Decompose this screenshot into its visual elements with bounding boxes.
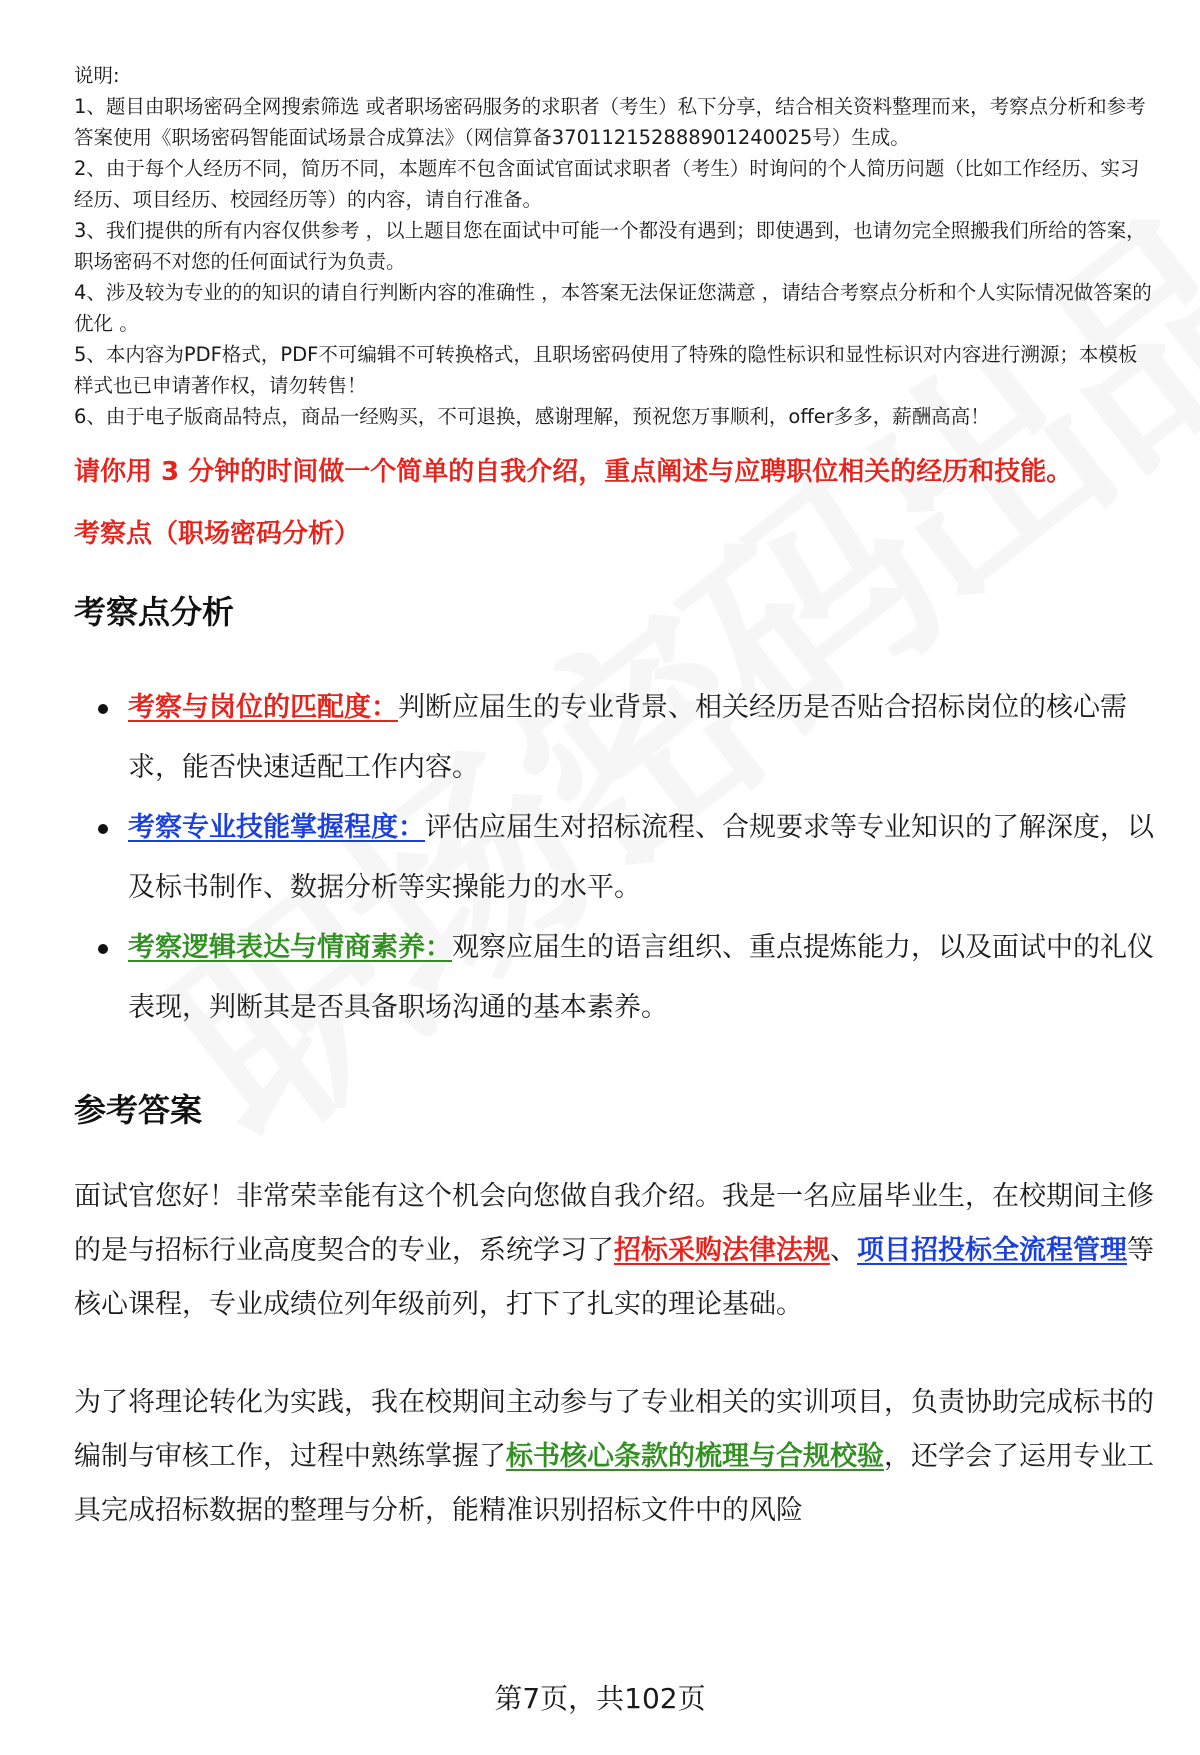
note-item: 5、本内容为PDF格式，PDF不可编辑不可转换格式，且职场密码使用了特殊的隐性标识和显性标识对内容进行溯源；本模板样式也已申请著作权，请勿转售！ [74,343,1138,397]
analysis-heading: 考察点分析 [74,593,235,631]
analysis-keyword: 考察逻辑表达与情商素养： [128,932,452,963]
analysis-text: 判断应届生的专业背景、相关经历是否贴合招标岗位的核心需求，能否快速适配工作内容。 [128,692,1127,783]
answer-paragraph [74,1376,1154,1538]
note-item: 4、涉及较为专业的的知识的请自行判断内容的准确性 ，本答案无法保证您满意 ，请结合考察点分析和个人实际情况做答案的优化 。 [74,281,1152,335]
answer-keyword: 标书核心条款的梳理与合规校验 [506,1441,884,1472]
answer-text: 为了将理论转化为实践，我在校期间主动参与了专业相关的实训项目，负责协助完成标书的编制与审核工作，过程中熟练掌握了 [74,1387,1154,1472]
notes-block [74,60,1154,432]
analysis-keyword: 考察专业技能掌握程度： [128,812,425,843]
answer-text: 、 [830,1235,857,1266]
interview-question: 请你用 3 分钟的时间做一个简单的自我介绍，重点阐述与应聘职位相关的经历和技能。 [74,457,1073,487]
analysis-bullet [74,918,1154,1038]
analysis-label: 考察点（职场密码分析） [74,519,361,549]
analysis-bullet [74,798,1154,918]
note-item: 2、由于每个人经历不同，简历不同，本题库不包含面试官面试求职者（考生）时询问的个人简历问题（比如工作经历、实习经历、项目经历、校园经历等）的内容，请自行准备。 [74,157,1140,211]
notes-title: 说明: [74,64,120,87]
answer-heading: 参考答案 [74,1091,203,1129]
document-body [74,60,1154,1538]
answer-paragraph [74,1170,1154,1332]
note-item: 6、由于电子版商品特点，商品一经购买，不可退换，感谢理解，预祝您万事顺利，offer多多，薪酬高高！ [74,405,990,428]
answer-text: 面试官您好！非常荣幸能有这个机会向您做自我介绍。我是一名应届毕业生，在校期间主修的是与招标行业高度契合的专业，系统学习了 [74,1181,1154,1266]
analysis-text: 评估应届生对招标流程、合规要求等专业知识的了解深度，以及标书制作、数据分析等实操能力的水平。 [128,812,1154,903]
page-number: 第7页，共102页 [494,1682,706,1715]
answer-keyword: 项目招投标全流程管理 [857,1235,1127,1266]
bullet-dot-icon [98,944,108,954]
analysis-keyword: 考察与岗位的匹配度： [128,692,398,723]
analysis-text: 观察应届生的语言组织、重点提炼能力，以及面试中的礼仪表现，判断其是否具备职场沟通的基本素养。 [128,932,1154,1023]
answer-text: 等核心课程，专业成绩位列年级前列，打下了扎实的理论基础。 [74,1235,1154,1320]
bullet-dot-icon [98,704,108,714]
answer-keyword: 招标采购法律法规 [614,1235,830,1266]
answer-text: ，还学会了运用专业工具完成招标数据的整理与分析，能精准识别招标文件中的风险 [74,1441,1154,1526]
note-item: 1、题目由职场密码全网搜索筛选 或者职场密码服务的求职者（考生）私下分享，结合相关资料整理而来，考察点分析和参考答案使用《职场密码智能面试场景合成算法》（网信算备370112152888901240025号）生成。 [74,95,1146,149]
analysis-bullet [74,678,1154,798]
analysis-list [74,678,1154,1038]
note-item: 3、我们提供的所有内容仅供参考 ，以上题目您在面试中可能一个都没有遇到；即使遇到，也请勿完全照搬我们所给的答案，职场密码不对您的任何面试行为负责。 [74,219,1146,273]
answer-body [74,1170,1154,1538]
bullet-dot-icon [98,824,108,834]
